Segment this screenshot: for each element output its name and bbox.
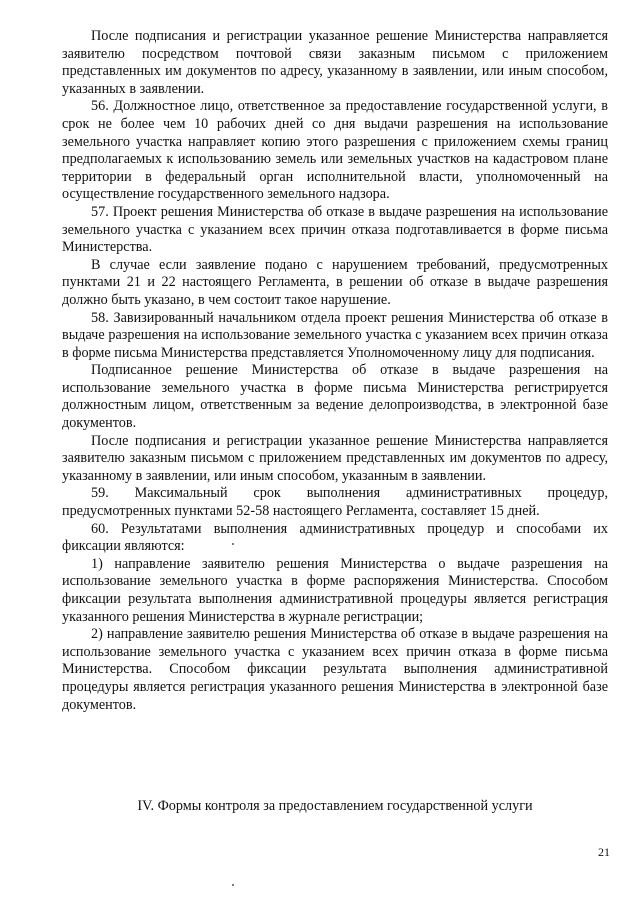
paragraph-60-item-1: 1) направление заявителю решения Министерства о выдаче разрешения на использование земельного участка в форме распоряжения Министерства. Способом фиксации результата выполнения административной процедуры является регистрация указанного решения Министерства в журнале регистрации;: [62, 555, 608, 625]
scan-speck: [232, 884, 234, 886]
paragraph-violation-case: В случае если заявление подано с нарушением требований, предусмотренных пунктами 21 и 22 настоящего Регламента, в решении об отказе в выдаче разрешения должно быть указано, в чем состоит такое нарушение.: [62, 256, 608, 308]
paragraph-send-decision: После подписания и регистрации указанное решение Министерства направляется заявителю посредством почтовой связи заказным письмом с приложением представленных им документов по адресу, указанному в заявлении, или иным способом, указанных в заявлении.: [62, 28, 608, 97]
paragraph-send-refusal: После подписания и регистрации указанное решение Министерства направляется заявителю заказным письмом с приложением представленных им документов по адресу, указанному в заявлении, или иным способом, указанным в заявлении.: [62, 432, 608, 484]
scan-speck: [232, 543, 234, 545]
paragraph-56: 56. Должностное лицо, ответственное за предоставление государственной услуги, в срок не более чем 10 рабочих дней со дня выдачи разрешения на использование земельного участка направляет копию этого разрешения с приложением схемы границ предполагаемых к использованию земель или земельных участков на кадастровом плане территории в федеральный орган исполнительной власти, уполномоченный на осуществление государственного земельного надзора.: [62, 98, 608, 203]
page-number: 21: [598, 845, 610, 859]
section-heading: IV. Формы контроля за предоставлением государственной услуги: [137, 798, 533, 814]
paragraph-59: 59. Максимальный срок выполнения административных процедур, предусмотренных пунктами 52-58 настоящего Регламента, составляет 15 дней.: [62, 485, 608, 520]
paragraph-58: 58. Завизированный начальником отдела проект решения Министерства об отказе в выдаче разрешения на использование земельного участка с указанием всех причин отказа в форме письма Министерства представляется Уполномоченному лицу для подписания.: [62, 309, 608, 361]
paragraph-signed-refusal: Подписанное решение Министерства об отказе в выдаче разрешения на использование земельного участка в форме письма Министерства регистрируется должностным лицом, ответственным за ведение делопроизводства, в электронной базе документов.: [62, 362, 608, 432]
paragraph-57: 57. Проект решения Министерства об отказе в выдаче разрешения на использование земельного участка с указанием всех причин отказа подготавливается в форме письма Министерства.: [62, 203, 608, 256]
paragraph-60-item-2: 2) направление заявителю решения Министерства об отказе в выдаче разрешения на использование земельного участка с указанием всех причин отказа в форме письма Министерства. Способом фиксации результата выполнения административной процедуры является регистрация указанного решения Министерства в электронной базе документов.: [62, 626, 608, 713]
paragraph-60: 60. Результатами выполнения административных процедур и способами их фиксации являются:: [62, 520, 608, 555]
document-body: [62, 28, 608, 714]
